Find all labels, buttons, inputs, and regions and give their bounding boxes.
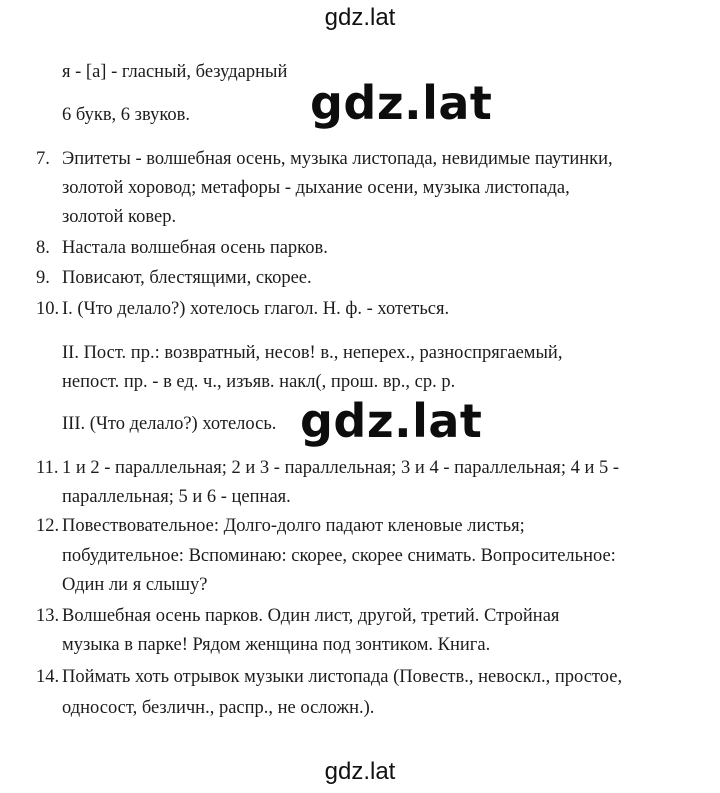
- item-12-line-2: побудительное: Вспоминаю: скорее, скорее снимать. Вопросительное:: [62, 546, 616, 566]
- item-10-line-1: I. (Что делало?) хотелось глагол. Н. ф. - хотеться.: [62, 299, 450, 319]
- item-number-13: 13.: [36, 606, 60, 626]
- intro-line-2: 6 букв, 6 звуков.: [62, 105, 191, 125]
- item-10-line-4: III. (Что делало?) хотелось.: [62, 414, 277, 434]
- item-10-line-2: II. Пост. пр.: возвратный, несов! в., неперех., разноспрягаемый,: [62, 343, 563, 363]
- item-14-line-1: Поймать хоть отрывок музыки листопада (Повеств., невоскл., простое,: [62, 667, 623, 687]
- item-10-line-3: непост. пр. - в ед. ч., изъяв. накл(, прош. вр., ср. р.: [62, 372, 456, 392]
- watermark-top: gdz.lat: [324, 4, 396, 31]
- item-number-12: 12.: [36, 516, 60, 536]
- item-number-8: 8.: [36, 238, 50, 258]
- item-number-11: 11.: [36, 458, 59, 478]
- watermark-mid-2: gdz.lat: [300, 394, 483, 448]
- item-7-line-2: золотой хоровод; метафоры - дыхание осени, музыка листопада,: [62, 178, 570, 198]
- item-12-line-1: Повествовательное: Долго-долго падают кленовые листья;: [62, 516, 525, 536]
- item-7-line-3: золотой ковер.: [62, 207, 177, 227]
- item-8-line-1: Настала волшебная осень парков.: [62, 238, 328, 258]
- watermark-bottom: gdz.lat: [324, 758, 396, 785]
- intro-line-1: я - [а] - гласный, безударный: [62, 62, 288, 82]
- item-13-line-1: Волшебная осень парков. Один лист, другой, третий. Стройная: [62, 606, 560, 626]
- item-number-14: 14.: [36, 667, 60, 687]
- item-number-7: 7.: [36, 149, 50, 169]
- item-14-line-2: односост, безличн., распр., не осложн.).: [62, 698, 375, 718]
- item-number-10: 10.: [36, 299, 60, 319]
- item-11-line-2: параллельная; 5 и 6 - цепная.: [62, 487, 291, 507]
- item-13-line-2: музыка в парке! Рядом женщина под зонтиком. Книга.: [62, 635, 491, 655]
- item-12-line-3: Один ли я слышу?: [62, 575, 208, 595]
- item-11-line-1: 1 и 2 - параллельная; 2 и 3 - параллельная; 3 и 4 - параллельная; 4 и 5 -: [62, 458, 620, 478]
- item-7-line-1: Эпитеты - волшебная осень, музыка листопада, невидимые паутинки,: [62, 149, 613, 169]
- item-9-line-1: Повисают, блестящими, скорее.: [62, 268, 312, 288]
- item-number-9: 9.: [36, 268, 50, 288]
- watermark-mid-1: gdz.lat: [310, 76, 493, 130]
